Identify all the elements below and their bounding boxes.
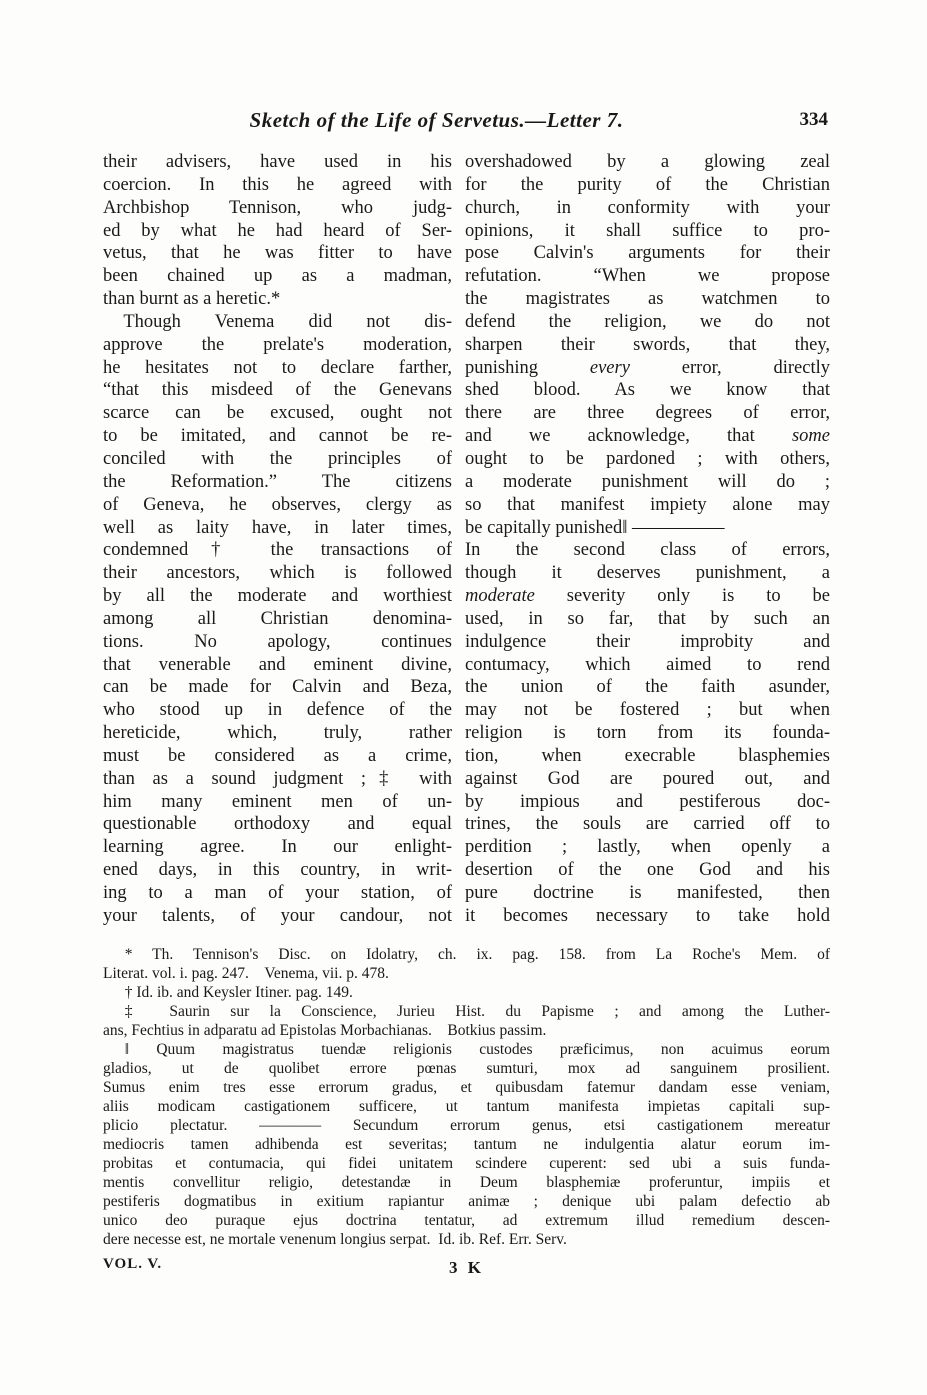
- text-line: ened days, in this country, in writ-: [103, 860, 452, 881]
- text-line: unico deo puraque ejus doctrina tentatur, ad extremum illud remedium descen-: [103, 1211, 830, 1229]
- text-line: condemned† the transactions of: [103, 540, 452, 561]
- text-line: * Th. Tennison's Disc. on Idolatry, ch. ix. pag. 158. from La Roche's Mem. of: [124, 945, 830, 963]
- text-line: the Reformation.” The citizens: [103, 471, 452, 492]
- text-line: mentis convellitur religio, detestandæ in Deum blasphemiæ proferuntur, impiis et: [103, 1173, 830, 1191]
- text-line: overshadowed by a glowing zeal: [465, 152, 830, 172]
- text-line: for the purity of the Christian: [465, 174, 830, 195]
- text-line: moderate severity only is to be: [465, 586, 830, 607]
- text-line: ‡ Saurin sur la Conscience, Jurieu Hist. du Papisme ; and among the Luther-: [124, 1002, 830, 1020]
- text-line: to be imitated, and cannot be re-: [103, 426, 452, 447]
- text-line: must be considered as a crime,: [103, 745, 452, 766]
- volume-label: VOL. V.: [103, 1255, 163, 1272]
- text-line: questionable orthodoxy and equal: [103, 814, 452, 835]
- page-title: Sketch of the Life of Servetus.—Letter 7.: [249, 108, 624, 132]
- text-line: and we acknowledge, that some: [465, 426, 830, 447]
- text-line: plicio plectatur. ———— Secundum errorum genus, etsi castigationem mereatur: [103, 1116, 830, 1134]
- text-line: pure doctrine is manifested, then: [465, 883, 830, 903]
- text-line: church, in conformity with your: [465, 197, 830, 218]
- page-number: 334: [799, 109, 828, 130]
- text-line: ans, Fechtius in adparatu ad Epistolas Morbachianas. Botkius passim.: [103, 1021, 547, 1039]
- text-line: shed blood. As we know that: [465, 380, 830, 401]
- page-footer: [103, 1254, 830, 1280]
- text-line: learning agree. In our enlight-: [103, 837, 452, 858]
- text-line: trines, the souls are carried off to: [465, 814, 830, 835]
- text-line: their ancestors, which is followed: [103, 563, 452, 584]
- text-line: by all the moderate and worthiest: [103, 586, 452, 607]
- text-line: vetus, that he was fitter to have: [103, 243, 452, 264]
- text-line: who stood up in defence of the: [103, 700, 452, 721]
- text-line: defend the religion, we do not: [465, 311, 830, 332]
- text-line: In the second class of errors,: [465, 540, 830, 561]
- text-line: a moderate punishment will do ;: [465, 471, 830, 492]
- text-line: so that manifest impiety alone may: [465, 494, 830, 515]
- left-column: [103, 151, 452, 928]
- text-line: refutation. “When we propose: [465, 266, 830, 287]
- text-line: “that this misdeed of the Genevans: [103, 380, 452, 401]
- text-line: perdition ; lastly, when openly a: [465, 837, 830, 858]
- two-column-body: [103, 151, 830, 928]
- text-line: against God are poured out, and: [465, 768, 830, 789]
- text-line: Literat. vol. i. pag. 247. Venema, vii. p. 478.: [103, 964, 389, 982]
- text-line: punishing every error, directly: [465, 357, 830, 378]
- text-line: he hesitates not to declare farther,: [103, 357, 452, 378]
- text-line: Though Venema did not dis-: [123, 311, 452, 332]
- text-line: though it deserves punishment, a: [465, 563, 830, 584]
- text-line: aliis modicam castigationem sufficere, ut tantum manifesta impietas capitali sup-: [103, 1097, 830, 1115]
- text-line: by impious and pestiferous doc-: [465, 791, 830, 812]
- signature-mark: 3 K: [449, 1257, 484, 1277]
- right-column: [465, 151, 830, 928]
- text-line: the union of the faith asunder,: [465, 677, 830, 698]
- text-line: coercion. In this he agreed with: [103, 174, 452, 195]
- text-line: dere necesse est, ne mortale venenum longius serpat. Id. ib. Ref. Err. Serv.: [103, 1230, 567, 1248]
- text-line: that venerable and eminent divine,: [103, 654, 452, 675]
- text-line: approve the prelate's moderation,: [103, 334, 452, 355]
- text-line: can be made for Calvin and Beza,: [103, 677, 452, 698]
- text-line: tion, when execrable blasphemies: [465, 745, 830, 766]
- text-line: their advisers, have used in his: [103, 152, 452, 172]
- text-line: him many eminent men of un-: [103, 791, 452, 812]
- page-header: [103, 108, 830, 138]
- text-line: well as laity have, in later times,: [103, 517, 452, 538]
- text-line: may not be fostered ; but when: [465, 700, 830, 721]
- text-line: ing to a man of your station, of: [103, 883, 452, 903]
- text-line: religion is torn from its founda-: [465, 723, 830, 744]
- text-block: [103, 108, 830, 1280]
- text-line: indulgence their improbity and: [465, 631, 830, 652]
- text-line: Sumus enim tres esse errorum gradus, et quibusdam fatemur dandam esse veniam,: [103, 1078, 830, 1096]
- text-line: be capitally punished‖ —————: [465, 517, 725, 538]
- text-line: probitas et contumacia, qui fidei unitatem scindere cuperent: sed ubi a suis funda-: [103, 1154, 830, 1172]
- text-line: used, in so far, that by such an: [465, 608, 830, 629]
- text-line: conciled with the principles of: [103, 448, 452, 469]
- text-line: the magistrates as watchmen to: [465, 289, 830, 310]
- text-line: mediocris tamen adhibenda est severitas; tantum ne indulgentia alatur eorum im-: [103, 1135, 830, 1153]
- text-line: scarce can be excused, ought not: [103, 403, 452, 424]
- text-line: among all Christian denomina-: [103, 608, 452, 629]
- text-line: † Id. ib. and Keysler Itiner. pag. 149.: [124, 983, 353, 1001]
- text-line: been chained up as a madman,: [103, 266, 452, 287]
- text-line: ed by what he had heard of Ser-: [103, 220, 452, 241]
- text-line: tions. No apology, continues: [103, 631, 452, 652]
- text-line: ought to be pardoned ; with others,: [465, 448, 830, 469]
- text-line: your talents, of your candour, not: [103, 905, 452, 926]
- text-line: sharpen their swords, that they,: [465, 334, 830, 355]
- text-line: desertion of the one God and his: [465, 860, 830, 881]
- text-line: of Geneva, he observes, clergy as: [103, 494, 452, 515]
- text-line: pestiferis dogmatibus in exitium rapiantur animæ ; denique ubi palam defectio ab: [103, 1192, 830, 1210]
- text-line: gladios, ut de quolibet errore pœnas sumturi, mox ad sanguinem prosilient.: [103, 1059, 830, 1077]
- footnotes: [103, 945, 830, 1249]
- text-line: Archbishop Tennison, who judg-: [103, 197, 452, 218]
- text-line: contumacy, which aimed to rend: [465, 654, 830, 675]
- text-line: hereticide, which, truly, rather: [103, 723, 452, 744]
- text-line: pose Calvin's arguments for their: [465, 243, 830, 264]
- text-line: than burnt as a heretic.*: [103, 289, 281, 310]
- text-line: it becomes necessary to take hold: [465, 905, 830, 926]
- text-line: ‖ Quum magistratus tuendæ religionis custodes præficimus, non acuimus eorum: [124, 1040, 830, 1058]
- text-line: than as a sound judgment ;‡ with: [103, 768, 452, 789]
- text-line: there are three degrees of error,: [465, 403, 830, 424]
- text-line: opinions, it shall suffice to pro-: [465, 220, 830, 241]
